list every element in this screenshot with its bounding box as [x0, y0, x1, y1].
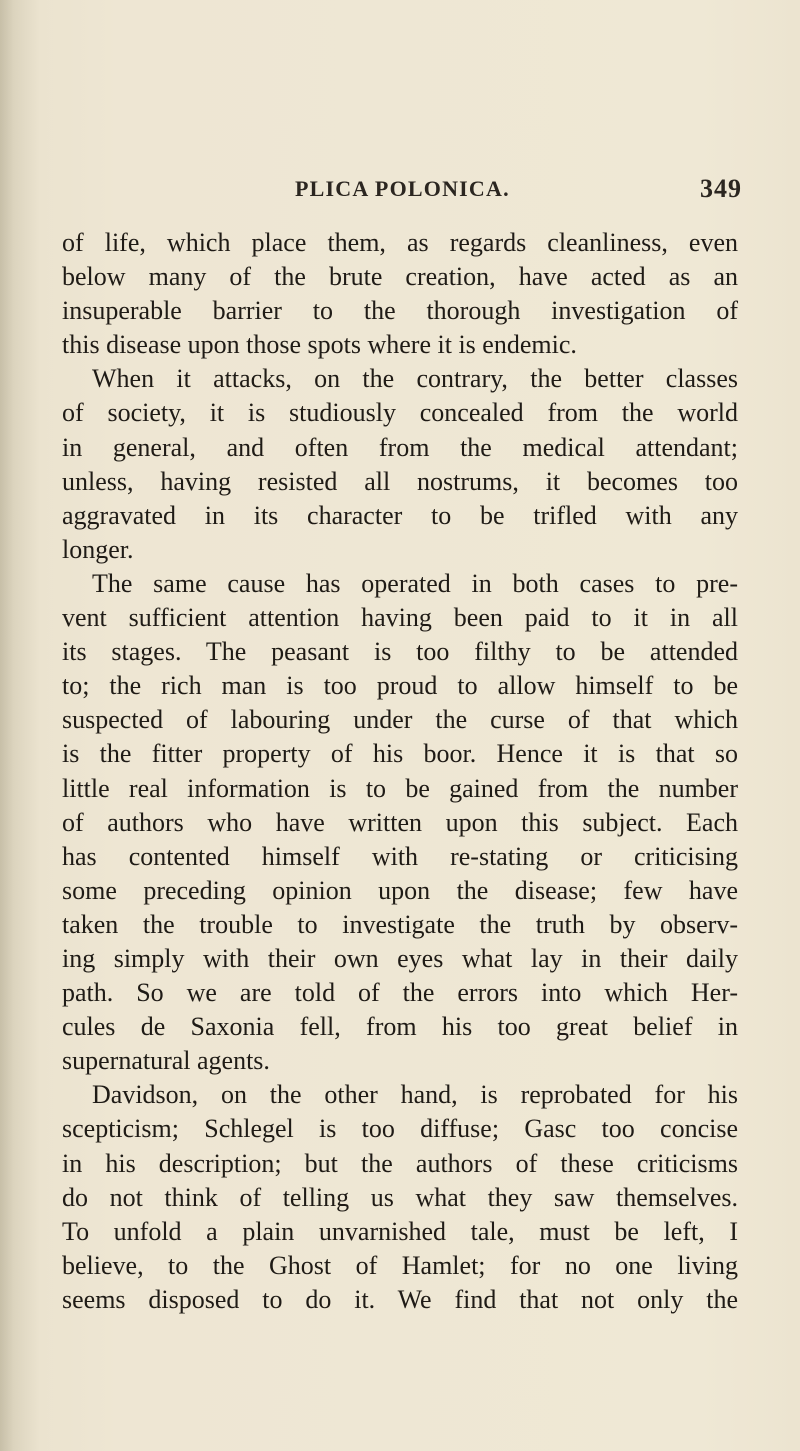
text-line: longer.	[62, 534, 134, 564]
text-line: this disease upon those spots where it is endemic.	[62, 330, 577, 360]
text-line: in his description; but the authors of these criticisms	[62, 1148, 738, 1178]
running-head	[0, 176, 800, 206]
text-line: path. So we are told of the errors into which Her-	[62, 978, 738, 1008]
text-line: believe, to the Ghost of Hamlet; for no one living	[62, 1250, 738, 1280]
body-text	[62, 226, 738, 1317]
text-line: some preceding opinion upon the disease; few have	[62, 875, 738, 905]
text-line: supernatural agents.	[62, 1046, 270, 1076]
text-line: in general, and often from the medical attendant;	[62, 432, 738, 462]
text-line: taken the trouble to investigate the truth by observ-	[62, 909, 738, 939]
text-line: its stages. The peasant is too filthy to be attended	[62, 637, 738, 667]
text-line: unless, having resisted all nostrums, it becomes too	[62, 466, 738, 496]
text-line: do not think of telling us what they saw themselves.	[62, 1182, 738, 1212]
text-line: insuperable barrier to the thorough investigation of	[62, 296, 738, 326]
text-line: is the fitter property of his boor. Hence it is that so	[62, 739, 738, 769]
text-line: little real information is to be gained from the number	[62, 773, 738, 803]
text-line: cules de Saxonia fell, from his too great belief in	[62, 1012, 738, 1042]
text-line: vent sufficient attention having been paid to it in all	[62, 603, 738, 633]
page-number: 349	[700, 174, 742, 203]
text-line: of life, which place them, as regards cleanliness, even	[62, 228, 738, 257]
text-line: to; the rich man is too proud to allow himself to be	[62, 671, 738, 701]
text-line: seems disposed to do it. We find that not only the	[62, 1284, 738, 1314]
text-line: of society, it is studiously concealed from the world	[62, 398, 738, 428]
running-title: PLICA POLONICA.	[295, 176, 510, 201]
text-line: The same cause has operated in both cases to pre-	[92, 568, 738, 598]
text-line: Davidson, on the other hand, is reprobated for his	[92, 1080, 738, 1110]
text-line: has contented himself with re-stating or criticising	[62, 841, 738, 871]
text-line: When it attacks, on the contrary, the better classes	[92, 364, 738, 394]
text-line: aggravated in its character to be trifled with any	[62, 500, 738, 530]
text-line: scepticism; Schlegel is too diffuse; Gasc too concise	[62, 1114, 738, 1144]
text-line: below many of the brute creation, have acted as an	[62, 262, 738, 292]
text-line: of authors who have written upon this subject. Each	[62, 807, 738, 837]
text-line: To unfold a plain unvarnished tale, must be left, I	[62, 1216, 738, 1246]
text-line: suspected of labouring under the curse of that which	[62, 705, 738, 735]
text-line: ing simply with their own eyes what lay in their daily	[62, 943, 738, 973]
